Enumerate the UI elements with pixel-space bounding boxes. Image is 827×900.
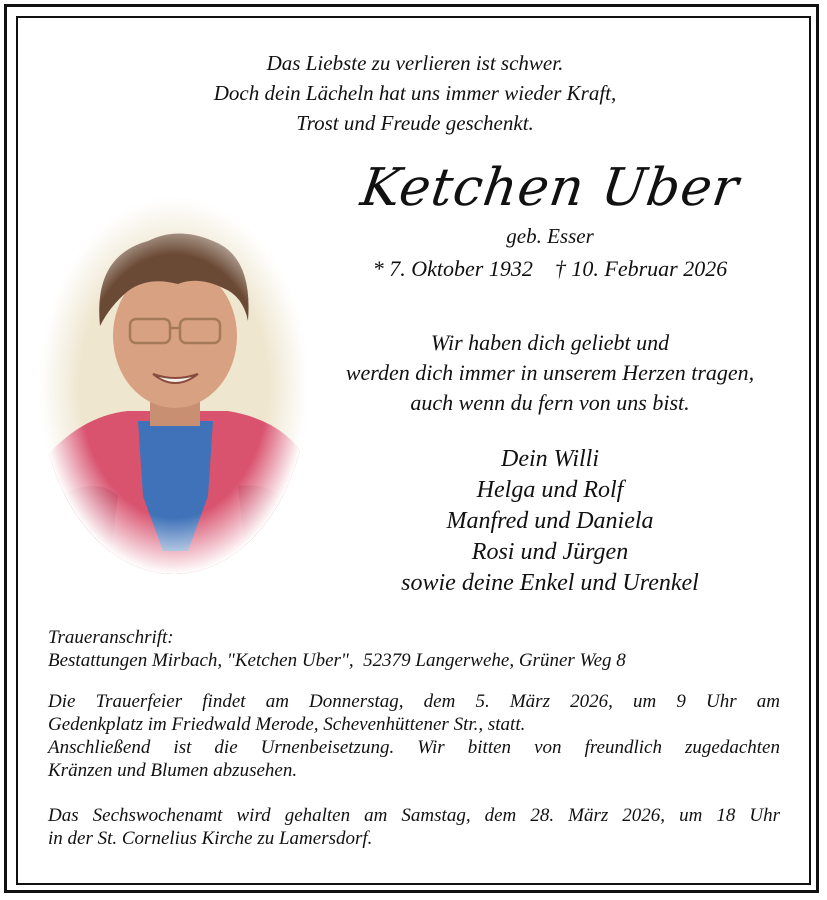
condolence-address	[48, 626, 780, 672]
ceremony-line: Gedenkplatz im Friedwald Merode, Schevenhüttener Str., statt.	[48, 714, 526, 735]
middle-poem-line: auch wenn du fern von uns bist.	[410, 390, 690, 415]
mourner-line: Manfred und Daniela	[446, 508, 654, 534]
mourner-line: Rosi und Jürgen	[471, 539, 629, 565]
mourner-line: Dein Willi	[501, 446, 599, 472]
address-label: Traueranschrift:	[48, 627, 174, 648]
maiden-name: geb. Esser	[506, 224, 594, 248]
six-weeks-mass-info	[48, 804, 780, 850]
six-weeks-line: in der St. Cornelius Kirche zu Lamersdorf.	[48, 828, 373, 849]
life-dates	[330, 256, 770, 282]
address-line: Bestattungen Mirbach, "Ketchen Uber", 52379 Langerwehe, Grüner Weg 8	[48, 650, 626, 671]
six-weeks-line: Das Sechswochenamt wird gehalten am Samstag, dem 28. März 2026, um 18 Uhr	[48, 805, 780, 826]
opening-poem-line: Doch dein Lächeln hat uns immer wieder Kraft,	[213, 81, 617, 105]
portrait-photo	[38, 196, 310, 576]
deceased-name: Ketchen Uber	[357, 158, 743, 218]
middle-poem-line: Wir haben dich geliebt und	[430, 330, 670, 355]
middle-poem	[290, 328, 810, 418]
birth-date: * 7. Oktober 1932	[372, 256, 533, 281]
mourner-line: Helga und Rolf	[476, 477, 624, 503]
opening-poem-line: Das Liebste zu verlieren ist schwer.	[266, 51, 564, 75]
ceremony-info	[48, 690, 780, 782]
opening-poem	[60, 48, 770, 138]
ceremony-line: Kränzen und Blumen abzusehen.	[48, 760, 298, 781]
mourner-line: sowie deine Enkel und Urenkel	[401, 570, 699, 596]
middle-poem-line: werden dich immer in unserem Herzen tragen,	[345, 360, 755, 385]
death-date: † 10. Februar 2026	[554, 256, 728, 281]
ceremony-line: Die Trauerfeier findet am Donnerstag, dem 5. März 2026, um 9 Uhr am	[48, 691, 780, 712]
mourners-list	[300, 444, 800, 599]
ceremony-line: Anschließend ist die Urnenbeisetzung. Wir bitten von freundlich zugedachten	[48, 737, 780, 758]
opening-poem-line: Trost und Freude geschenkt.	[296, 111, 534, 135]
